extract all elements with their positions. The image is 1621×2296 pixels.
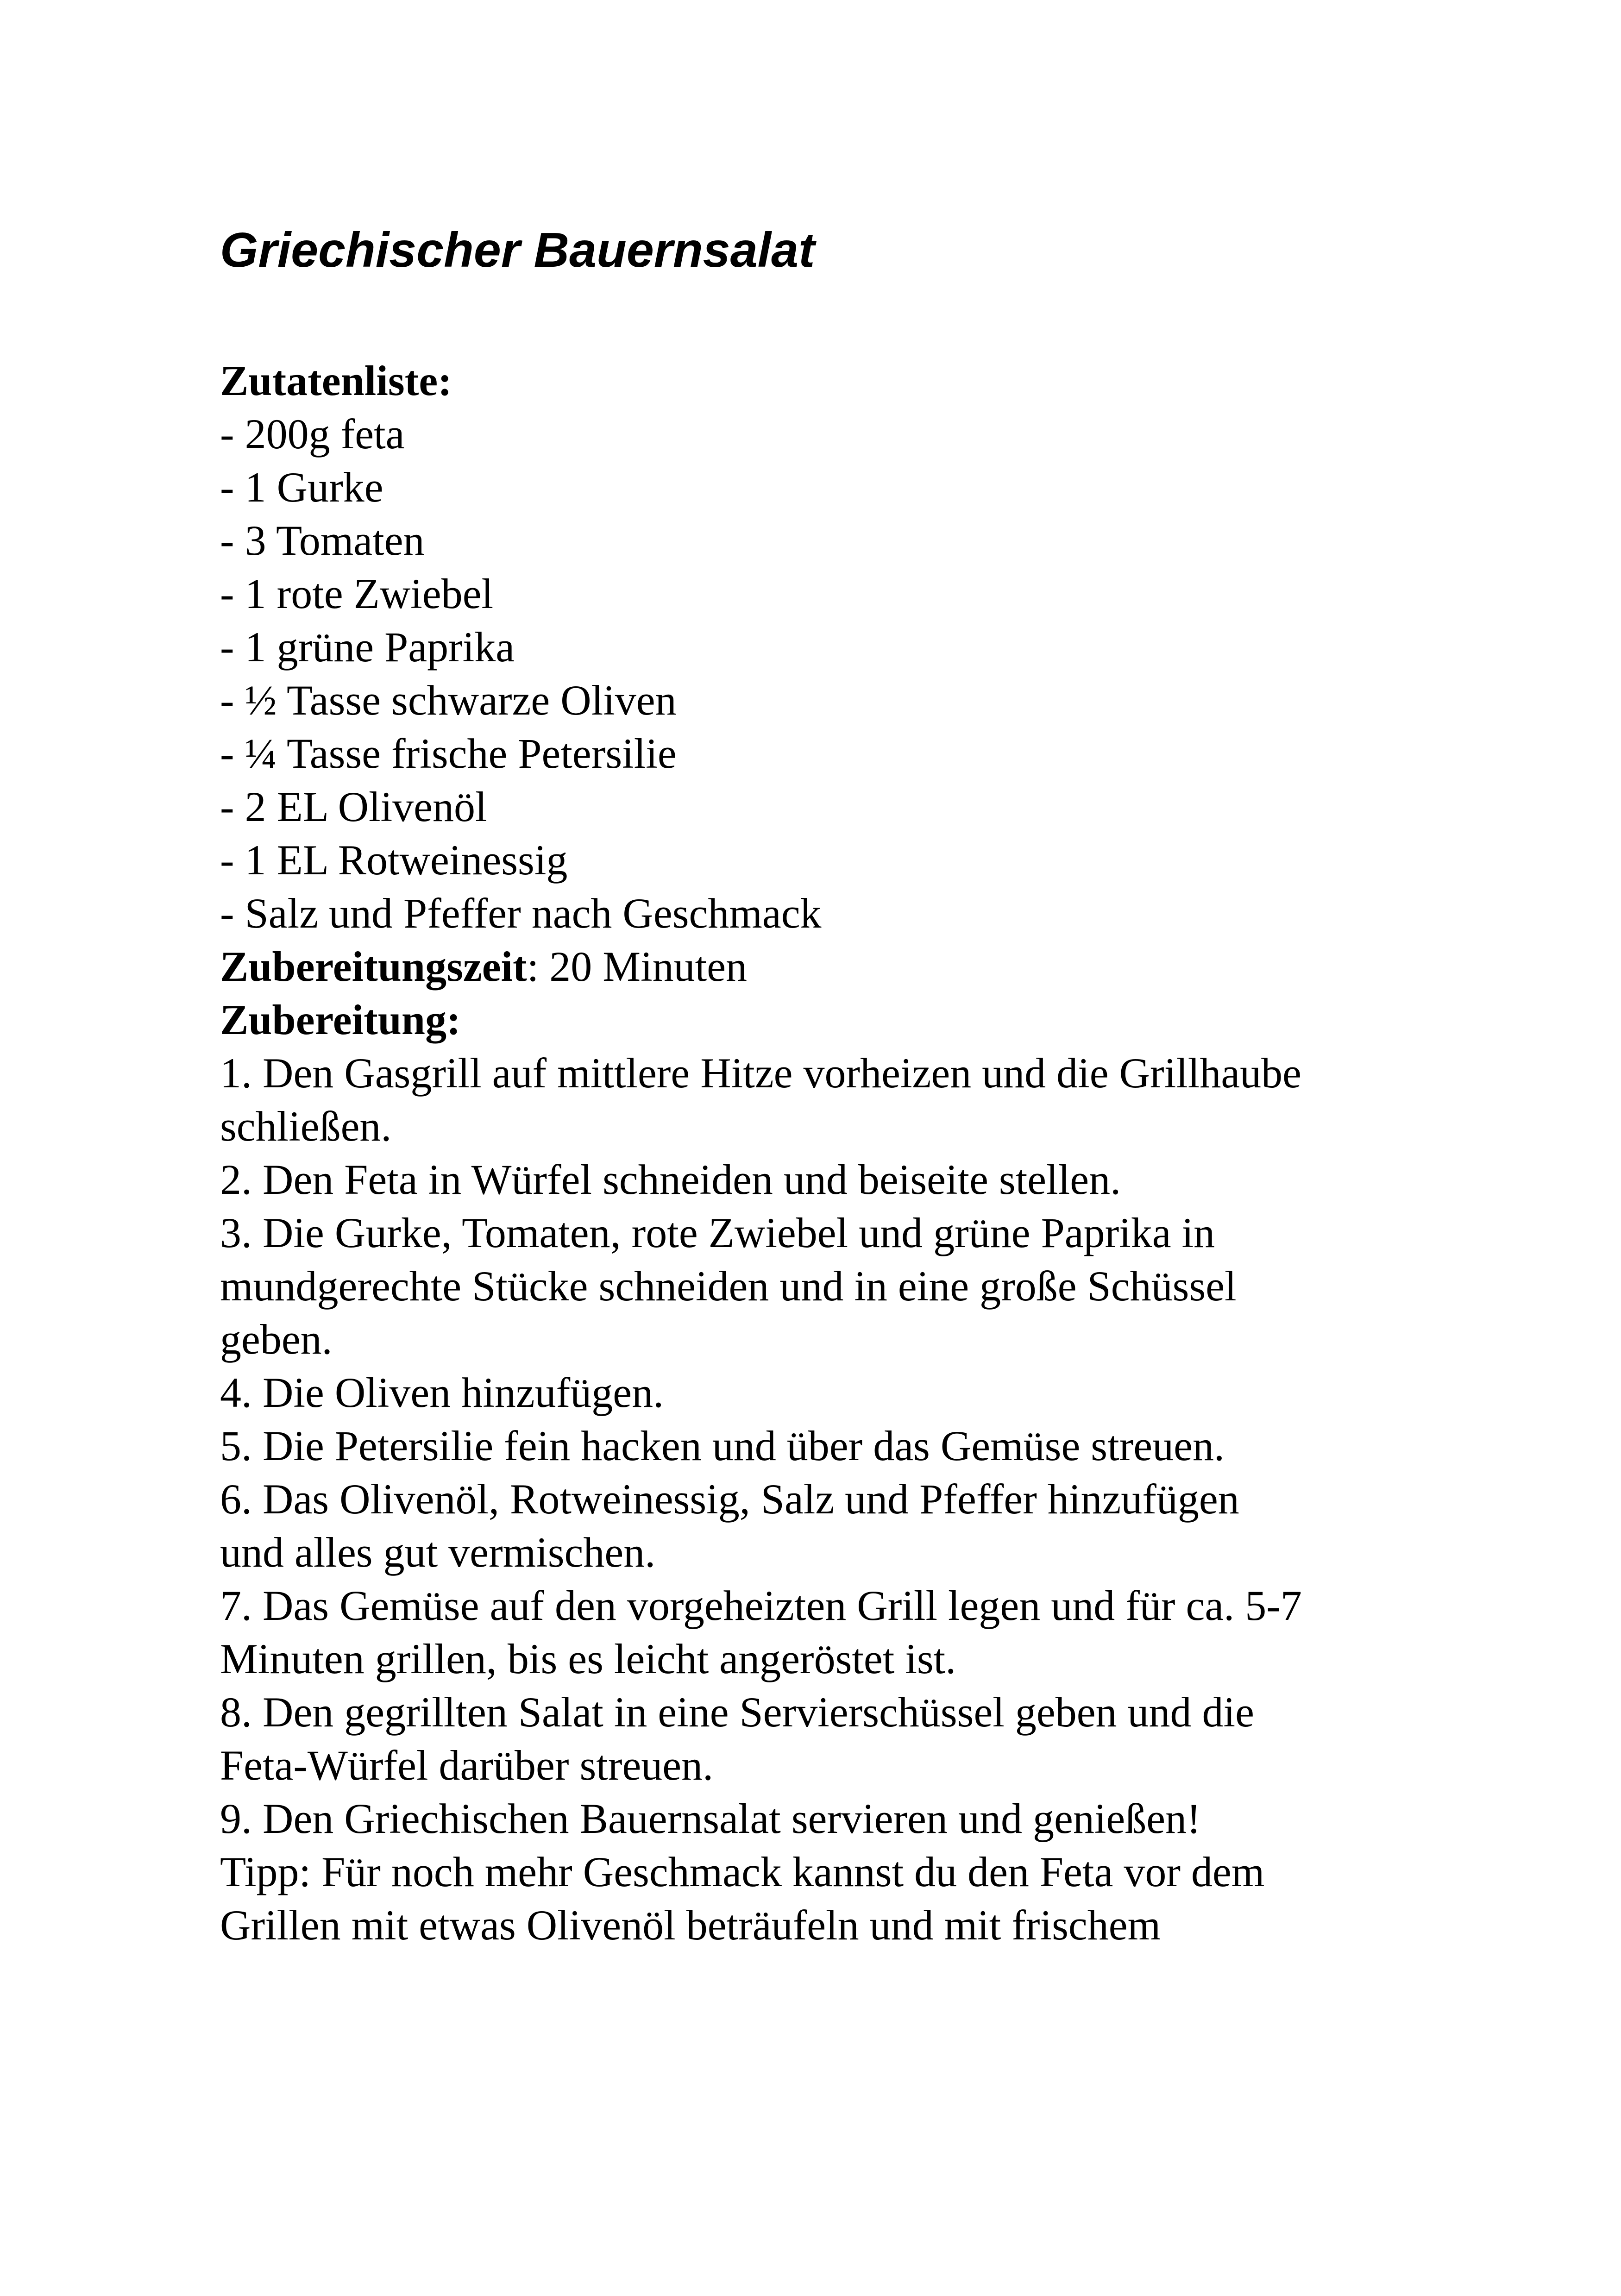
step-line: schließen.	[220, 1103, 392, 1150]
step-line: und alles gut vermischen.	[220, 1529, 656, 1576]
step-line: 5. Die Petersilie fein hacken und über das Gemüse streuen.	[220, 1422, 1225, 1469]
ingredients-heading: Zutatenliste:	[220, 357, 452, 404]
ingredient-line: - 1 EL Rotweinessig	[220, 836, 568, 884]
step-line: Minuten grillen, bis es leicht angeröstet ist.	[220, 1635, 956, 1682]
step-line: mundgerechte Stücke schneiden und in eine große Schüssel	[220, 1262, 1237, 1310]
step-line: 3. Die Gurke, Tomaten, rote Zwiebel und grüne Paprika in	[220, 1209, 1215, 1256]
ingredient-line: - 200g feta	[220, 410, 405, 458]
step-line: 7. Das Gemüse auf den vorgeheizten Grill legen und für ca. 5-7	[220, 1582, 1302, 1629]
step-line: 2. Den Feta in Würfel schneiden und beiseite stellen.	[220, 1156, 1121, 1203]
prep-time-value: : 20 Minuten	[527, 943, 748, 990]
method-heading: Zubereitung:	[220, 996, 461, 1043]
tip-line: Tipp: Für noch mehr Geschmack kannst du den Feta vor dem	[220, 1848, 1265, 1895]
step-line: 8. Den gegrillten Salat in eine Servierschüssel geben und die	[220, 1688, 1254, 1736]
prep-time-line	[220, 940, 1470, 993]
ingredient-line: - ¼ Tasse frische Petersilie	[220, 730, 677, 777]
step-line: geben.	[220, 1316, 333, 1363]
step-line: 1. Den Gasgrill auf mittlere Hitze vorheizen und die Grillhaube	[220, 1049, 1301, 1097]
step-line: 6. Das Olivenöl, Rotweinessig, Salz und Pfeffer hinzufügen	[220, 1475, 1239, 1523]
ingredient-line: - 1 rote Zwiebel	[220, 570, 494, 617]
step-line: 4. Die Oliven hinzufügen.	[220, 1369, 664, 1416]
ingredient-line: - Salz und Pfeffer nach Geschmack	[220, 890, 822, 937]
ingredient-line: - 2 EL Olivenöl	[220, 783, 487, 830]
step-line: Feta-Würfel darüber streuen.	[220, 1742, 714, 1789]
ingredient-line: - 1 grüne Paprika	[220, 623, 515, 671]
ingredient-line: - ½ Tasse schwarze Oliven	[220, 677, 677, 724]
recipe-body	[220, 354, 1470, 1952]
prep-time-label: Zubereitungszeit	[220, 943, 527, 990]
tip-line: Grillen mit etwas Olivenöl beträufeln und mit frischem	[220, 1901, 1161, 1949]
ingredient-line: - 1 Gurke	[220, 464, 383, 511]
recipe-title: Griechischer Bauernsalat	[220, 223, 815, 277]
step-line: 9. Den Griechischen Bauernsalat servieren und genießen!	[220, 1795, 1201, 1842]
ingredient-line: - 3 Tomaten	[220, 517, 425, 564]
